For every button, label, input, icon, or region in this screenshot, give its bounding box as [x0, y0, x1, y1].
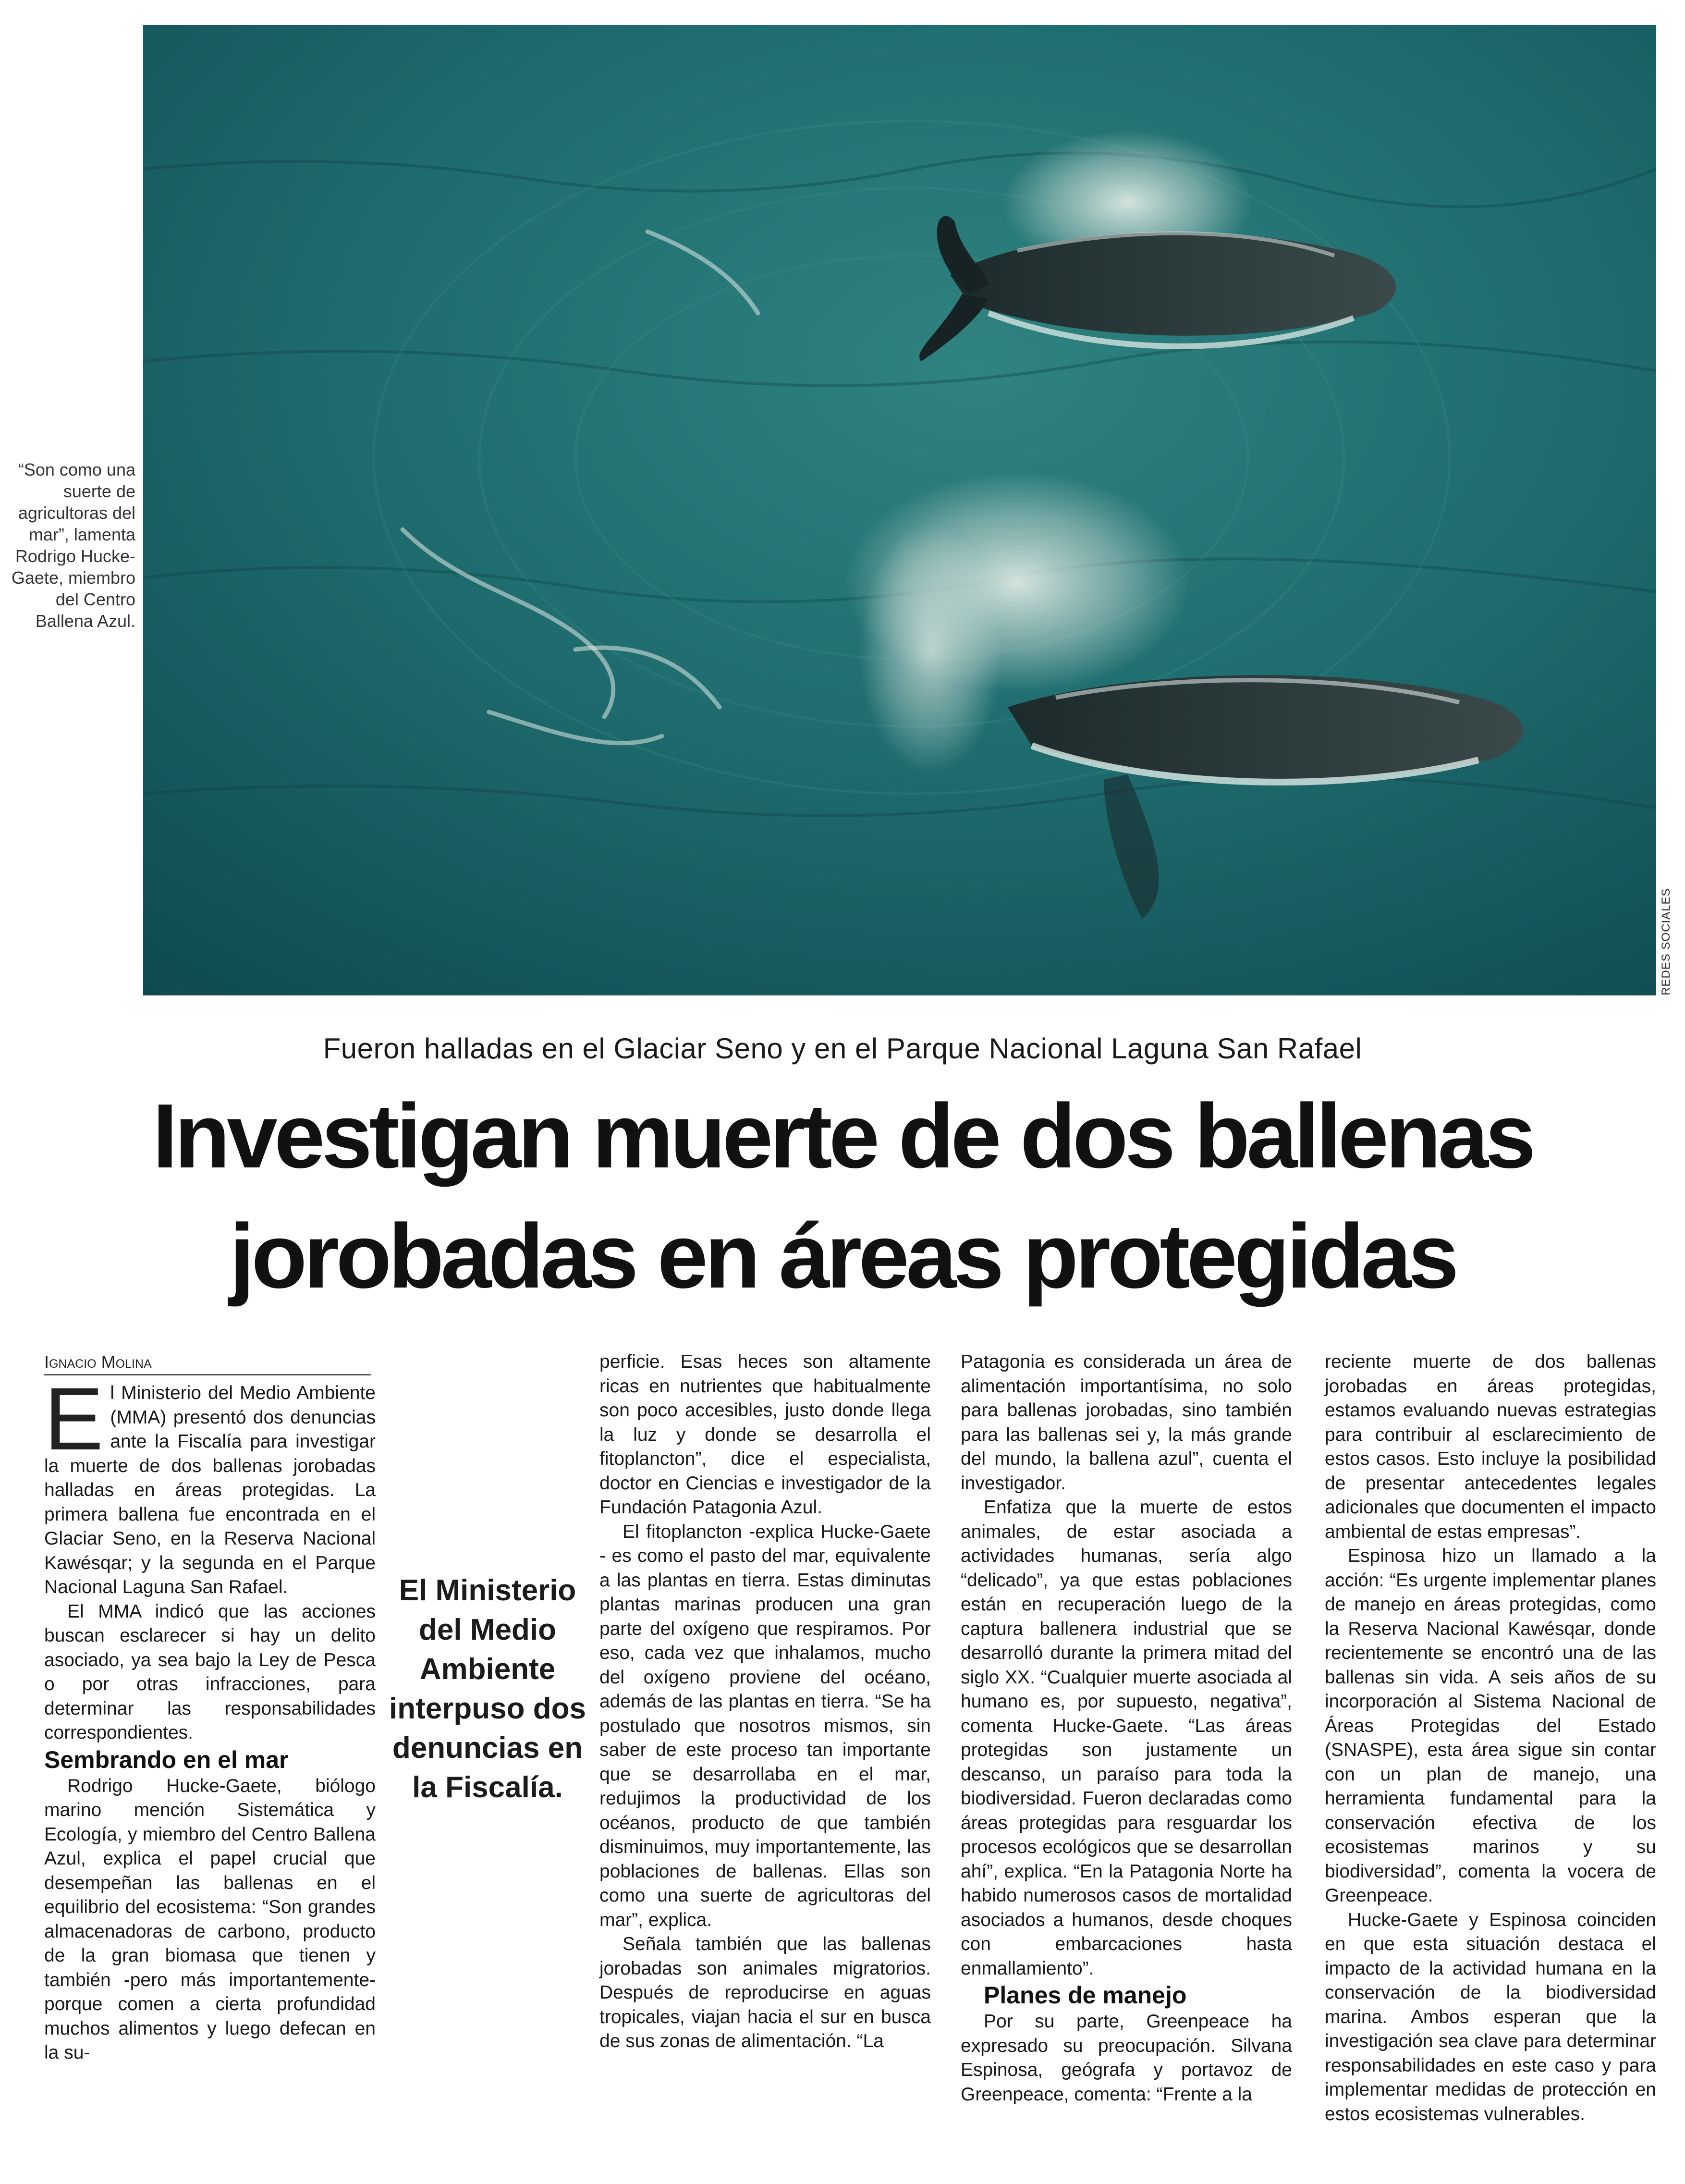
- paragraph: Rodrigo Hucke-Gaete, biólogo marino mención Sistemática y Ecología, y miembro del Centro Ballena Azul, explica el papel crucial que desempeñan las ballenas en el equilibrio del ecosistema: “Son grandes almacenadoras de carbono, producto de la gran biomasa que tienen y también -pero más importantemente- porque comen a cierta profundidad muchos alimentos y luego defecan en la su-: [44, 1775, 376, 2063]
- article-column-4: [1325, 1350, 1656, 2126]
- paragraph: Patagonia es considerada un área de alimentación importantísima, no solo para ballenas jorobadas, sino también para las ballenas sei y, la más grande del mundo, la ballena azul”, cuenta el investigador.: [961, 1351, 1292, 1494]
- article-column-3: [961, 1350, 1292, 2107]
- paragraph: perficie. Esas heces son altamente ricas en nutrientes que habitualmente son poco accesibles, justo donde llega la luz y donde se desarrolla el fitoplancton”, dice el especialista, doctor en Ciencias e investigador de la Fundación Patagonia Azul.: [599, 1351, 931, 1518]
- paragraph: reciente muerte de dos ballenas jorobadas en áreas protegidas, estamos evaluando nuevas estrategias para contribuir al esclarecimiento de estos casos. Esto incluye la posibilidad de presentar antecedentes legales adicionales que documenten el impacto ambiental de estas empresas”.: [1325, 1351, 1656, 1542]
- paragraph: El Ministerio del Medio Ambiente (MMA) presentó dos denuncias ante la Fiscalía para investigar la muerte de dos ballenas jorobadas halladas en áreas protegidas. La primera ballena fue encontrada en el Glaciar Seno, en la Reserva Nacional Kawésqar; y la segunda en el Parque Nacional Laguna San Rafael.: [44, 1370, 376, 1597]
- whales-illustration: [143, 25, 1656, 995]
- headline-line-2: jorobadas en áreas protegidas: [229, 1205, 1456, 1307]
- headline-line-1: Investigan muerte de dos ballenas: [152, 1085, 1533, 1187]
- subhead-planes: Planes de manejo: [984, 1982, 1187, 2009]
- paragraph: Espinosa hizo un llamado a la acción: “Es urgente implementar planes de manejo en áreas protegidas, como la Reserva Nacional Kawésqar, donde recientemente se encontró una de las ballenas sin vida. A seis años de su incorporación al Sistema Nacional de Áreas Protegidas del Estado (SNASPE), esta área sigue sin contar con un plan de manejo, una herramienta fundamental para la conservación efectiva de los ecosistemas marinos y su biodiversidad”, comenta la vocera de Greenpeace.: [1325, 1546, 1656, 1906]
- kicker: Fueron halladas en el Glaciar Seno y en el Parque Nacional Laguna San Rafael: [323, 1032, 1362, 1065]
- pull-quote: El Ministerio del Medio Ambiente interpuso dos denuncias en la Fiscalía.: [389, 1574, 586, 1804]
- article-column-2: [599, 1350, 931, 2054]
- dropcap: E: [44, 1370, 104, 1469]
- paragraph: El fitoplancton -explica Hucke-Gaete - es como el pasto del mar, equivalente a las plantas en tierra. Estas diminutas plantas marinas producen una gran parte del oxígeno que respiramos. Por eso, cada vez que inhalamos, mucho del oxígeno proviene del océano, además de las plantas en tierra. “Se ha postulado que nosotros mismos, sin saber de este proceso tan importante que se desarrollaba en el mar, redujimos la productividad de los océanos, producto de que también disminuimos, muy importantemente, las poblaciones de ballenas. Ellas son como una suerte de agricultoras del mar”, explica.: [599, 1521, 931, 1930]
- byline: Ignacio Molina: [44, 1352, 371, 1375]
- subhead-sembrando: Sembrando en el mar: [44, 1746, 289, 1773]
- headline: [48, 1076, 1637, 1316]
- paragraph: El MMA indicó que las acciones buscan esclarecer si hay un delito asociado, ya sea bajo la Ley de Pesca o por otras infracciones, para determinar las responsabilidades correspondientes.: [44, 1601, 376, 1743]
- paragraph: Hucke-Gaete y Espinosa coinciden en que esta situación destaca el impacto de la actividad humana en la conservación de la biodiversidad marina. Ambos esperan que la investigación sea clave para determinar responsabilidades en este caso y para implementar medidas de protección en estos ecosistemas vulnerables.: [1325, 1909, 1656, 2124]
- paragraph: Señala también que las ballenas jorobadas son animales migratorios. Después de reproducirse en aguas tropicales, viajan hacia el sur en busca de sus zonas de alimentación. “La: [599, 1934, 931, 2051]
- article-column-1: [44, 1370, 376, 2065]
- photo-credit: REDES SOCIALES: [1660, 888, 1673, 995]
- whales-photo: [143, 25, 1656, 995]
- paragraph: Por su parte, Greenpeace ha expresado su preocupación. Silvana Espinosa, geógrafa y portavoz de Greenpeace, comenta: “Frente a la: [961, 2011, 1292, 2105]
- paragraph: Enfatiza que la muerte de estos animales, de estar asociada a actividades humanas, sería algo “delicado”, ya que estas poblaciones están en recuperación luego de la captura ballenera industrial que se desarrolló durante la primera mitad del siglo XX. “Cualquier muerte asociada al humano es, por supuesto, negativa”, comenta Hucke-Gaete. “Las áreas protegidas son justamente un descanso, un paraíso para toda la biodiversidad. Fueron declaradas como áreas protegidas para resguardar los procesos ecológicos que se desarrollan ahí”, explica. “En la Patagonia Norte ha habido numerosos casos de mortalidad asociados a humanos, desde choques con embarcaciones hasta enmallamiento”.: [961, 1497, 1292, 1979]
- photo-caption: “Son como una suerte de agricultoras del mar”, lamenta Rodrigo Hucke-Gaete, miembro del Centro Ballena Azul.: [11, 460, 135, 631]
